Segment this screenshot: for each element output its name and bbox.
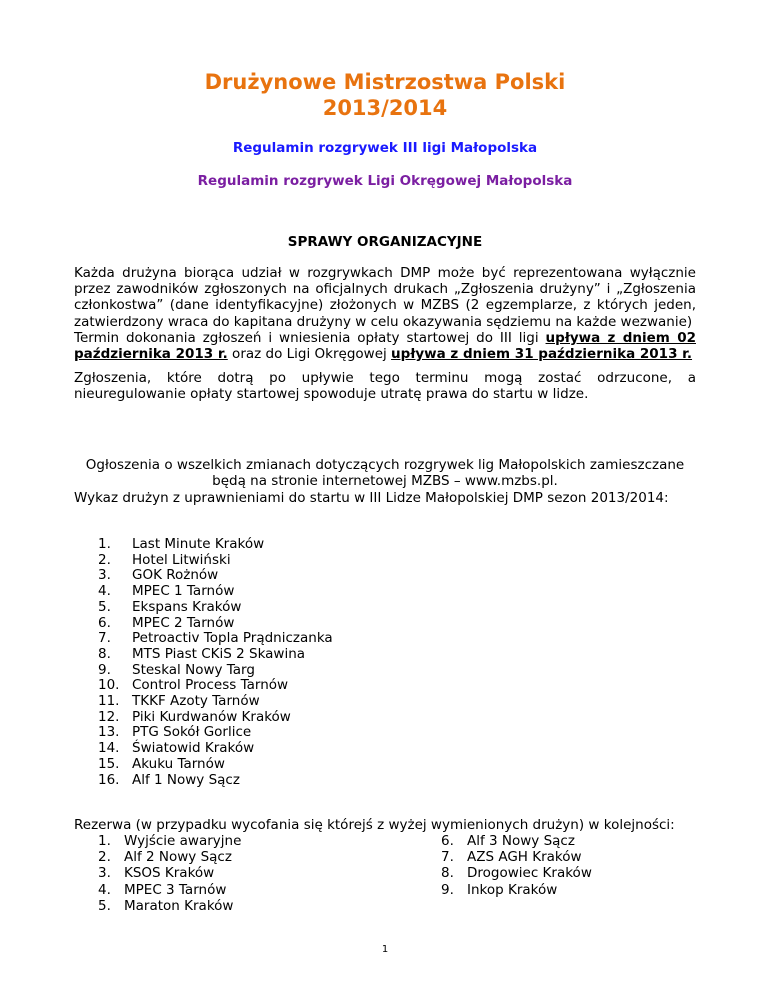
list-item-number: 4. xyxy=(98,881,111,898)
list-item-number: 6. xyxy=(98,614,111,631)
list-item xyxy=(98,757,333,773)
list-item xyxy=(441,833,592,849)
list-item-team-name: Wyjście awaryjne xyxy=(124,833,242,849)
list-item-team-name: Hotel Litwiński xyxy=(132,551,231,568)
list-item-number: 1. xyxy=(98,833,111,849)
list-item-number: 14. xyxy=(98,740,120,757)
list-item xyxy=(98,725,333,741)
list-item xyxy=(98,647,333,663)
list-item xyxy=(98,537,333,553)
list-item xyxy=(98,741,333,757)
deadline-date-b: upływa z dniem 31 października 2013 r. xyxy=(391,346,693,363)
list-item-team-name: KSOS Kraków xyxy=(124,865,215,882)
section-heading: SPRAWY ORGANIZACYJNE xyxy=(287,234,483,250)
list-item xyxy=(98,663,333,679)
list-item-number: 12. xyxy=(98,708,120,725)
list-item xyxy=(98,553,333,569)
list-item-team-name: PTG Sokół Gorlice xyxy=(132,724,252,741)
list-item-team-name: Drogowiec Kraków xyxy=(467,865,592,882)
notice-website: Ogłoszenia o wszelkich zmianach dotyczących rozgrywek lig Małopolskich zamieszczane będą na stronie internetowej MZBS – www.mzbs.pl. xyxy=(85,457,685,489)
paragraph-late-entries: Zgłoszenia, które dotrą po upływie tego terminu mogą zostać odrzucone, a nieuregulowanie opłaty startowej spowoduje utratę prawa do startu w lidze. xyxy=(74,370,696,403)
list-item-team-name: MPEC 3 Tarnów xyxy=(124,881,227,898)
team-list xyxy=(98,537,333,788)
deadline-date-a: upływa z dniem 02 października 2013 r. xyxy=(74,329,696,363)
paragraph-team-list-intro: Wykaz drużyn z uprawnieniami do startu w III Lidze Małopolskiej DMP sezon 2013/2014: xyxy=(74,490,669,506)
list-item-number: 15. xyxy=(98,755,120,772)
paragraph-registration xyxy=(74,265,696,362)
list-item xyxy=(98,616,333,632)
document-season: 2013/2014 xyxy=(322,96,448,120)
list-item-team-name: GOK Rożnów xyxy=(132,567,219,584)
list-item-team-name: Petroactiv Topla Prądniczanka xyxy=(132,630,333,647)
list-item xyxy=(441,882,592,898)
reserve-list-right xyxy=(441,833,592,898)
list-item xyxy=(98,773,333,789)
list-item xyxy=(98,694,333,710)
list-item xyxy=(98,849,241,865)
list-item-number: 9. xyxy=(98,661,111,678)
list-item-number: 10. xyxy=(98,677,120,694)
list-item xyxy=(98,584,333,600)
list-item-number: 8. xyxy=(98,645,111,662)
list-item-number: 16. xyxy=(98,771,120,788)
list-item-team-name: Akuku Tarnów xyxy=(132,755,225,772)
list-item-number: 13. xyxy=(98,724,120,741)
list-item-number: 2. xyxy=(98,551,111,568)
list-item xyxy=(98,631,333,647)
list-item-number: 1. xyxy=(98,536,111,552)
list-item-number: 8. xyxy=(441,865,454,882)
list-item xyxy=(441,865,592,881)
list-item-team-name: Alf 2 Nowy Sącz xyxy=(124,849,232,866)
list-item-team-name: Last Minute Kraków xyxy=(132,536,265,552)
list-item-number: 7. xyxy=(441,849,454,866)
list-item xyxy=(98,678,333,694)
list-item xyxy=(441,849,592,865)
reserve-intro: Rezerwa (w przypadku wycofania się którejś z wyżej wymienionych drużyn) w kolejności: xyxy=(74,817,675,833)
list-item-team-name: Maraton Kraków xyxy=(124,897,234,914)
list-item-team-name: AZS AGH Kraków xyxy=(467,849,582,866)
list-item-team-name: Inkop Kraków xyxy=(467,881,558,898)
list-item xyxy=(98,600,333,616)
deadline-text-a: Termin dokonania zgłoszeń i wniesienia opłaty startowej do III ligi xyxy=(74,329,546,346)
list-item xyxy=(98,865,241,881)
list-item xyxy=(98,568,333,584)
reserve-list-left xyxy=(98,833,241,914)
list-item xyxy=(98,898,241,914)
list-item-number: 5. xyxy=(98,897,111,914)
list-item-team-name: Alf 1 Nowy Sącz xyxy=(132,771,240,788)
subtitle-third-league: Regulamin rozgrywek III ligi Małopolska xyxy=(232,140,538,156)
list-item-number: 9. xyxy=(441,881,454,898)
list-item-number: 5. xyxy=(98,598,111,615)
list-item-team-name: MPEC 1 Tarnów xyxy=(132,583,235,600)
list-item-number: 3. xyxy=(98,567,111,584)
list-item xyxy=(98,833,241,849)
list-item-team-name: TKKF Azoty Tarnów xyxy=(132,693,260,710)
page-number: 1 xyxy=(381,944,389,955)
registration-text: Każda drużyna biorąca udział w rozgrywkach DMP może być reprezentowana wyłącznie przez zawodników zgłoszonych na oficjalnych drukach „Zgłoszenia drużyny” i „Zgłoszenia członkostwa” (dane identyfikacyjne) złożonych w MZBS (2 egzemplarze, z których jeden, zatwierdzony wraca do kapitana drużyny w celu okazywania sędziemu na każde wezwanie) xyxy=(74,265,696,330)
list-item xyxy=(98,882,241,898)
list-item-team-name: MPEC 2 Tarnów xyxy=(132,614,235,631)
list-item-number: 2. xyxy=(98,849,111,866)
document-page xyxy=(74,0,696,994)
document-title: Drużynowe Mistrzostwa Polski xyxy=(204,70,566,94)
list-item-team-name: MTS Piast CKiS 2 Skawina xyxy=(132,645,306,662)
list-item-team-name: Piki Kurdwanów Kraków xyxy=(132,708,291,725)
list-item-number: 7. xyxy=(98,630,111,647)
list-item-team-name: Alf 3 Nowy Sącz xyxy=(467,833,575,849)
list-item-number: 11. xyxy=(98,693,120,710)
list-item-number: 6. xyxy=(441,833,454,849)
list-item-number: 3. xyxy=(98,865,111,882)
list-item-team-name: Światowid Kraków xyxy=(132,740,255,757)
deadline-text-b: oraz do Ligi Okręgowej xyxy=(227,346,392,363)
list-item xyxy=(98,710,333,726)
list-item-team-name: Control Process Tarnów xyxy=(132,677,289,694)
list-item-team-name: Steskal Nowy Targ xyxy=(132,661,255,678)
subtitle-district-league: Regulamin rozgrywek Ligi Okręgowej Małopolska xyxy=(197,173,573,189)
list-item-number: 4. xyxy=(98,583,111,600)
list-item-team-name: Ekspans Kraków xyxy=(132,598,242,615)
